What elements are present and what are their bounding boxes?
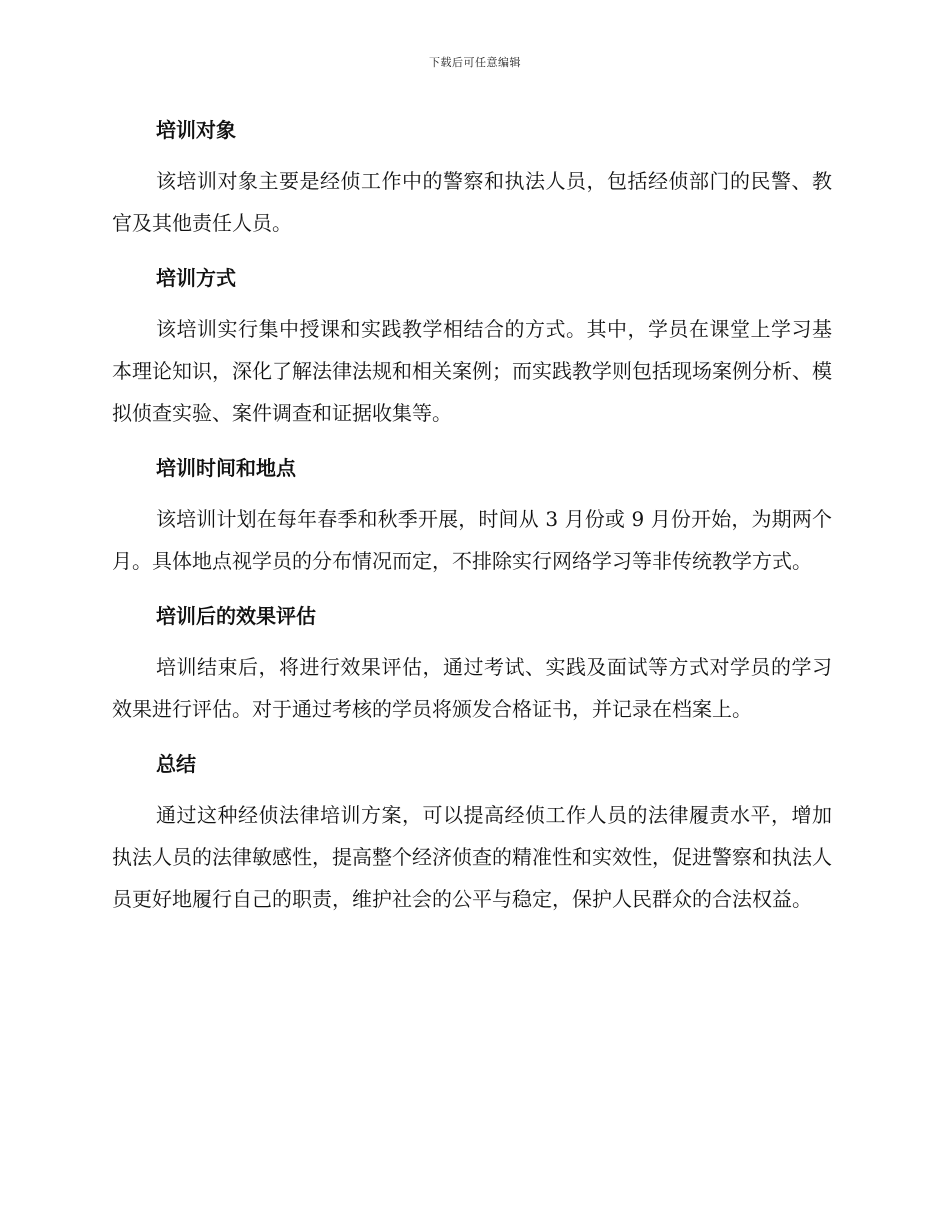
section-heading-summary: 总结 [156, 752, 196, 776]
section-heading-training-target: 培训对象 [156, 118, 236, 142]
section-heading-time-and-place: 培训时间和地点 [156, 456, 296, 480]
section-body-evaluation: 培训结束后，将进行效果评估，通过考试、实践及面试等方式对学员的学习效果进行评估。对于通过考核的学员将颁发合格证书，并记录在档案上。 [112, 655, 832, 721]
document-content [112, 110, 832, 934]
section-heading-training-method: 培训方式 [156, 266, 236, 290]
section-heading-evaluation: 培训后的效果评估 [156, 604, 316, 628]
section-body-summary: 通过这种经侦法律培训方案，可以提高经侦工作人员的法律履责水平，增加执法人员的法律敏感性，提高整个经济侦查的精准性和实效性，促进警察和执法人员更好地履行自己的职责，维护社会的公平与稳定，保护人民群众的合法权益。 [112, 803, 832, 911]
section-body-training-method: 该培训实行集中授课和实践教学相结合的方式。其中，学员在课堂上学习基本理论知识，深化了解法律法规和相关案例；而实践教学则包括现场案例分析、模拟侦查实验、案件调查和证据收集等。 [112, 317, 832, 425]
section-body-time-and-place: 该培训计划在每年春季和秋季开展，时间从 3 月份或 9 月份开始，为期两个月。具体地点视学员的分布情况而定，不排除实行网络学习等非传统教学方式。 [112, 507, 832, 573]
section-body-training-target: 该培训对象主要是经侦工作中的警察和执法人员，包括经侦部门的民警、教官及其他责任人员。 [112, 169, 832, 235]
header-note: 下载后可任意编辑 [429, 56, 521, 69]
